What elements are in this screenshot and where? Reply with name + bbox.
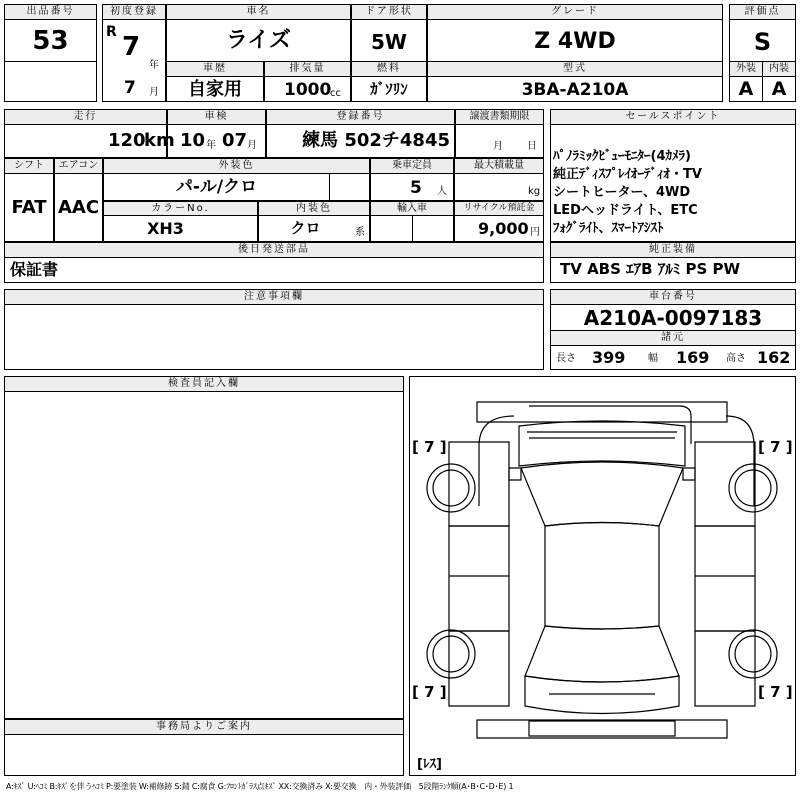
sales-points-label: セールスポイント xyxy=(550,109,796,125)
car-diagram xyxy=(409,376,796,776)
displacement-label: 排気量 xyxy=(264,61,351,77)
month-unit: 月 xyxy=(149,87,159,98)
recycle: 9,000 xyxy=(478,219,529,238)
insp-month: 07 xyxy=(222,130,248,151)
office-area xyxy=(4,734,404,776)
grade-label: グレード xyxy=(427,4,723,20)
spare-tire: [ﾚｽ] xyxy=(417,757,442,772)
tire-rear-right: [ 7 ] xyxy=(758,683,793,701)
import-cell-a xyxy=(370,215,413,242)
int-color-label: 内装色 xyxy=(258,201,370,216)
insp-year: 10 xyxy=(180,130,206,151)
inspector-area xyxy=(4,391,404,719)
max-load-label: 最大積載量 xyxy=(454,158,544,174)
ac-label: エアコン xyxy=(54,158,103,174)
car-name-label: 車名 xyxy=(166,4,351,20)
tire-front-right: [ 7 ] xyxy=(758,438,793,456)
model-label: 型式 xyxy=(427,61,723,77)
grade: Z 4WD xyxy=(534,29,616,54)
later-parts: 保証書 xyxy=(10,260,59,279)
chassis-label: 車台番号 xyxy=(550,289,796,305)
notes-area xyxy=(4,304,544,370)
reg-no-label: 登録番号 xyxy=(266,109,455,125)
inspector-label: 検査員記入欄 xyxy=(4,376,404,392)
width-label: 幅 xyxy=(648,353,658,364)
chassis-no: A210A-0097183 xyxy=(583,306,763,330)
color-no: XH3 xyxy=(147,219,184,238)
displacement: 1000 xyxy=(284,80,332,100)
lot-no-blank xyxy=(4,61,97,102)
sales-point-5: ﾌｫｸﾞﾗｲﾄ、ｽﾏｰﾄｱｼｽﾄ xyxy=(553,221,664,236)
ac: AAC xyxy=(57,197,100,218)
ext-score-label: 外装 xyxy=(729,61,763,77)
score: S xyxy=(753,28,772,56)
spec-label: 諸元 xyxy=(550,330,796,346)
insp-year-unit: 年 xyxy=(206,140,216,151)
width: 169 xyxy=(676,348,710,367)
genuine-label: 純正装備 xyxy=(550,242,796,258)
transfer-label: 譲渡書類期限 xyxy=(455,109,544,125)
int-color: クロ xyxy=(290,219,321,237)
displacement-unit: cc xyxy=(330,88,341,99)
capacity: 5 xyxy=(410,178,422,198)
tire-front-left: [ 7 ] xyxy=(412,438,447,456)
transfer-month-unit: 月 xyxy=(493,141,503,152)
genuine: TV ABS ｴｱB ｱﾙﾐ PS PW xyxy=(560,260,741,278)
load-unit: kg xyxy=(528,186,541,197)
height-label: 高さ xyxy=(726,353,746,364)
reg-month: 7 xyxy=(124,78,136,98)
lot-no: 53 xyxy=(32,26,69,56)
lot-no-label: 出品番号 xyxy=(4,4,97,20)
capacity-label: 乗車定員 xyxy=(370,158,454,174)
recycle-unit: 円 xyxy=(530,227,540,238)
import-label: 輸入車 xyxy=(370,201,454,216)
year-unit: 年 xyxy=(149,60,159,71)
mileage-label: 走行 xyxy=(4,109,167,125)
history: 自家用 xyxy=(188,79,242,100)
import-cell-b xyxy=(412,215,454,242)
int-color-suffix: 系 xyxy=(355,227,365,238)
insp-month-unit: 月 xyxy=(247,140,257,151)
reg-no: 練馬 502チ4845 xyxy=(302,130,450,151)
capacity-unit: 人 xyxy=(437,186,447,197)
car-name: ライズ xyxy=(225,28,292,53)
ext-color-label: 外装色 xyxy=(103,158,370,174)
height: 162 xyxy=(757,348,791,367)
color-no-label: カラーNo. xyxy=(103,201,258,216)
inspection-label: 車検 xyxy=(167,109,266,125)
shift: FAT xyxy=(11,197,47,218)
sales-point-2: 純正ﾃﾞｨｽﾌﾟﾚｲｵｰﾃﾞｨｵ・TV xyxy=(553,167,702,182)
sales-point-4: LEDヘッドライト、ETC xyxy=(553,203,698,218)
door-type: 5W xyxy=(371,30,407,54)
sales-point-3: シートヒーター、4WD xyxy=(553,185,691,200)
legend: A:ｷｽﾞ U:ﾍｺﾐ B:ｷｽﾞを伴うﾍｺﾐ P:要塗装 W:補修跡 S:錆 C:腐食 G:ﾌﾛﾝﾄｶﾞﾗｽ点ｷｽﾞ XX:交換済み X:要交換 内・外装評価 5段階ﾗﾝｸ順(A･B･C･D･E) 1 xyxy=(6,782,514,791)
first-reg-label: 初度登録 xyxy=(102,4,166,20)
notes-label: 注意事項欄 xyxy=(4,289,544,305)
history-label: 車歴 xyxy=(166,61,264,77)
mileage: 120 xyxy=(108,130,146,151)
score-label: 評価点 xyxy=(729,4,796,20)
later-parts-label: 後日発送部品 xyxy=(4,242,544,258)
shift-label: シフト xyxy=(4,158,54,174)
transfer-day-unit: 日 xyxy=(527,141,537,152)
era: R xyxy=(106,24,117,40)
office-label: 事務局よりご案内 xyxy=(4,719,404,735)
fuel: ｶﾞｿﾘﾝ xyxy=(370,80,408,98)
recycle-label: リサイクル預託金 xyxy=(454,201,544,216)
reg-year: 7 xyxy=(122,32,141,62)
int-score: A xyxy=(771,78,787,100)
fuel-label: 燃料 xyxy=(351,61,427,77)
ext-color: パ-ル/クロ xyxy=(175,177,258,197)
mileage-unit: km xyxy=(144,130,175,151)
length: 399 xyxy=(592,348,626,367)
int-score-label: 内装 xyxy=(762,61,796,77)
door-label: ドア形状 xyxy=(351,4,427,20)
later-parts-cell xyxy=(4,257,544,283)
sales-point-1: ﾊﾟﾉﾗﾐｯｸﾋﾞｭｰﾓﾆﾀｰ(4ｶﾒﾗ) xyxy=(553,149,691,164)
ext-color-blank xyxy=(329,173,370,201)
tire-rear-left: [ 7 ] xyxy=(412,683,447,701)
length-label: 長さ xyxy=(556,353,576,364)
ext-score: A xyxy=(738,78,754,100)
model: 3BA-A210A xyxy=(521,80,629,100)
